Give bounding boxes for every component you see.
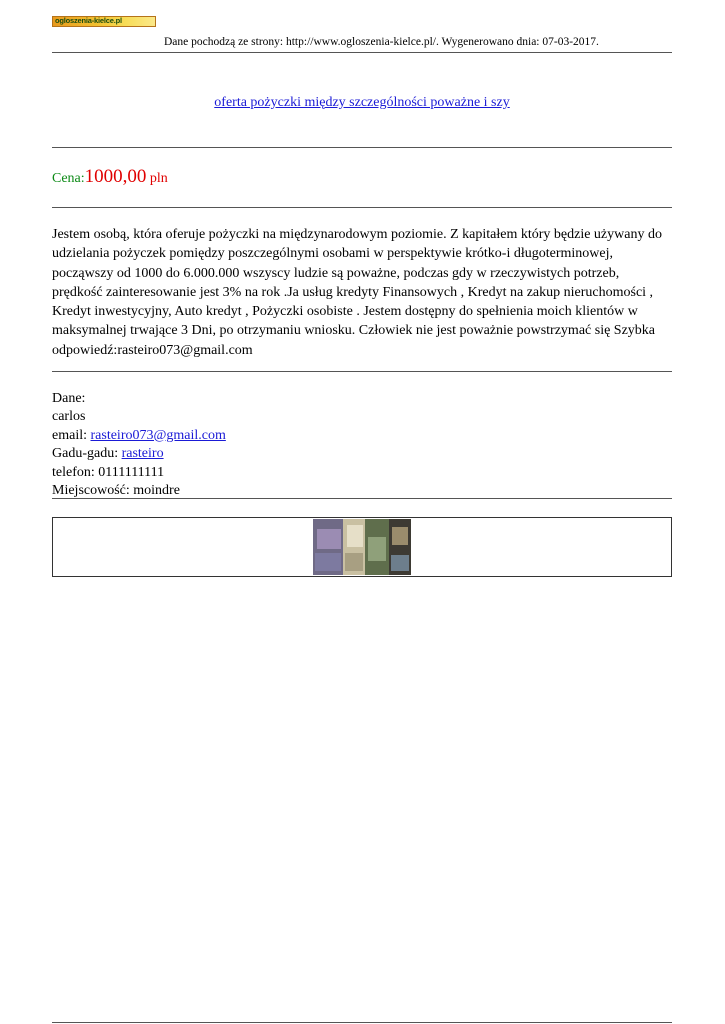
divider-top (52, 52, 672, 53)
contact-block (52, 390, 226, 500)
city-label: Miejscowość: (52, 483, 134, 499)
divider-bottom (52, 1022, 672, 1023)
contact-gadu-row (52, 445, 226, 463)
city-value: moindre (133, 483, 180, 499)
price-currency: pln (146, 171, 168, 186)
divider-title (52, 147, 672, 148)
ad-description: Jestem osobą, która oferuje pożyczki na międzynarodowym poziomie. Z kapitałem który będzie używany do udzielania pożyczek pomiędzy poszczególnymi osobami w perspektywie krótko-i długoterminowej, począwszy od 1000 do 6.000.000 wszyscy ludzie są poważne, podczas gdy w rzeczywistych potrzeb, prędkość zainteresowanie jest 3% na rok .Ja usług kredyty Finansowych , Kredyt na zakup nieruchomości , Kredyt inwestycyjny, Auto kredyt , Pożyczki osobiste . Jestem dostępny do spełnienia moich klientów w maksymalnej trwające 3 Dni, po otrzymaniu wniosku. Człowiek nie jest poważnie powstrzymać się Szybka odpowiedź:rasteiro073@gmail.com (52, 227, 662, 358)
price (52, 166, 168, 188)
contact-heading: Dane: (52, 391, 86, 406)
gadu-label: Gadu-gadu: (52, 446, 122, 462)
price-value: 1000,00 (84, 166, 147, 187)
ad-title-link[interactable]: oferta pożyczki między szczególności poważne i szy (214, 95, 510, 110)
source-line: Dane pochodzą ze strony: http://www.ogloszenia-kielce.pl/. Wygenerowano dnia: 07-03-2017. (164, 36, 599, 48)
contact-phone-row (52, 464, 226, 482)
phone-value: 0111111111 (98, 464, 165, 480)
price-label: Cena: (52, 171, 85, 186)
divider-contact (52, 498, 672, 499)
site-logo[interactable] (52, 16, 156, 27)
contact-name: carlos (52, 409, 86, 425)
gadu-link[interactable]: rasteiro (121, 446, 164, 462)
divider-price (52, 207, 672, 208)
phone-label: telefon: (52, 464, 99, 480)
logo-text: ogloszenia-kielce.pl (55, 16, 122, 25)
contact-email-row (52, 427, 226, 445)
ad-photo-banknotes[interactable] (313, 519, 411, 575)
email-label: email: (52, 427, 91, 443)
divider-description (52, 371, 672, 372)
email-link[interactable]: rasteiro073@gmail.com (90, 427, 226, 443)
image-gallery (52, 517, 672, 577)
